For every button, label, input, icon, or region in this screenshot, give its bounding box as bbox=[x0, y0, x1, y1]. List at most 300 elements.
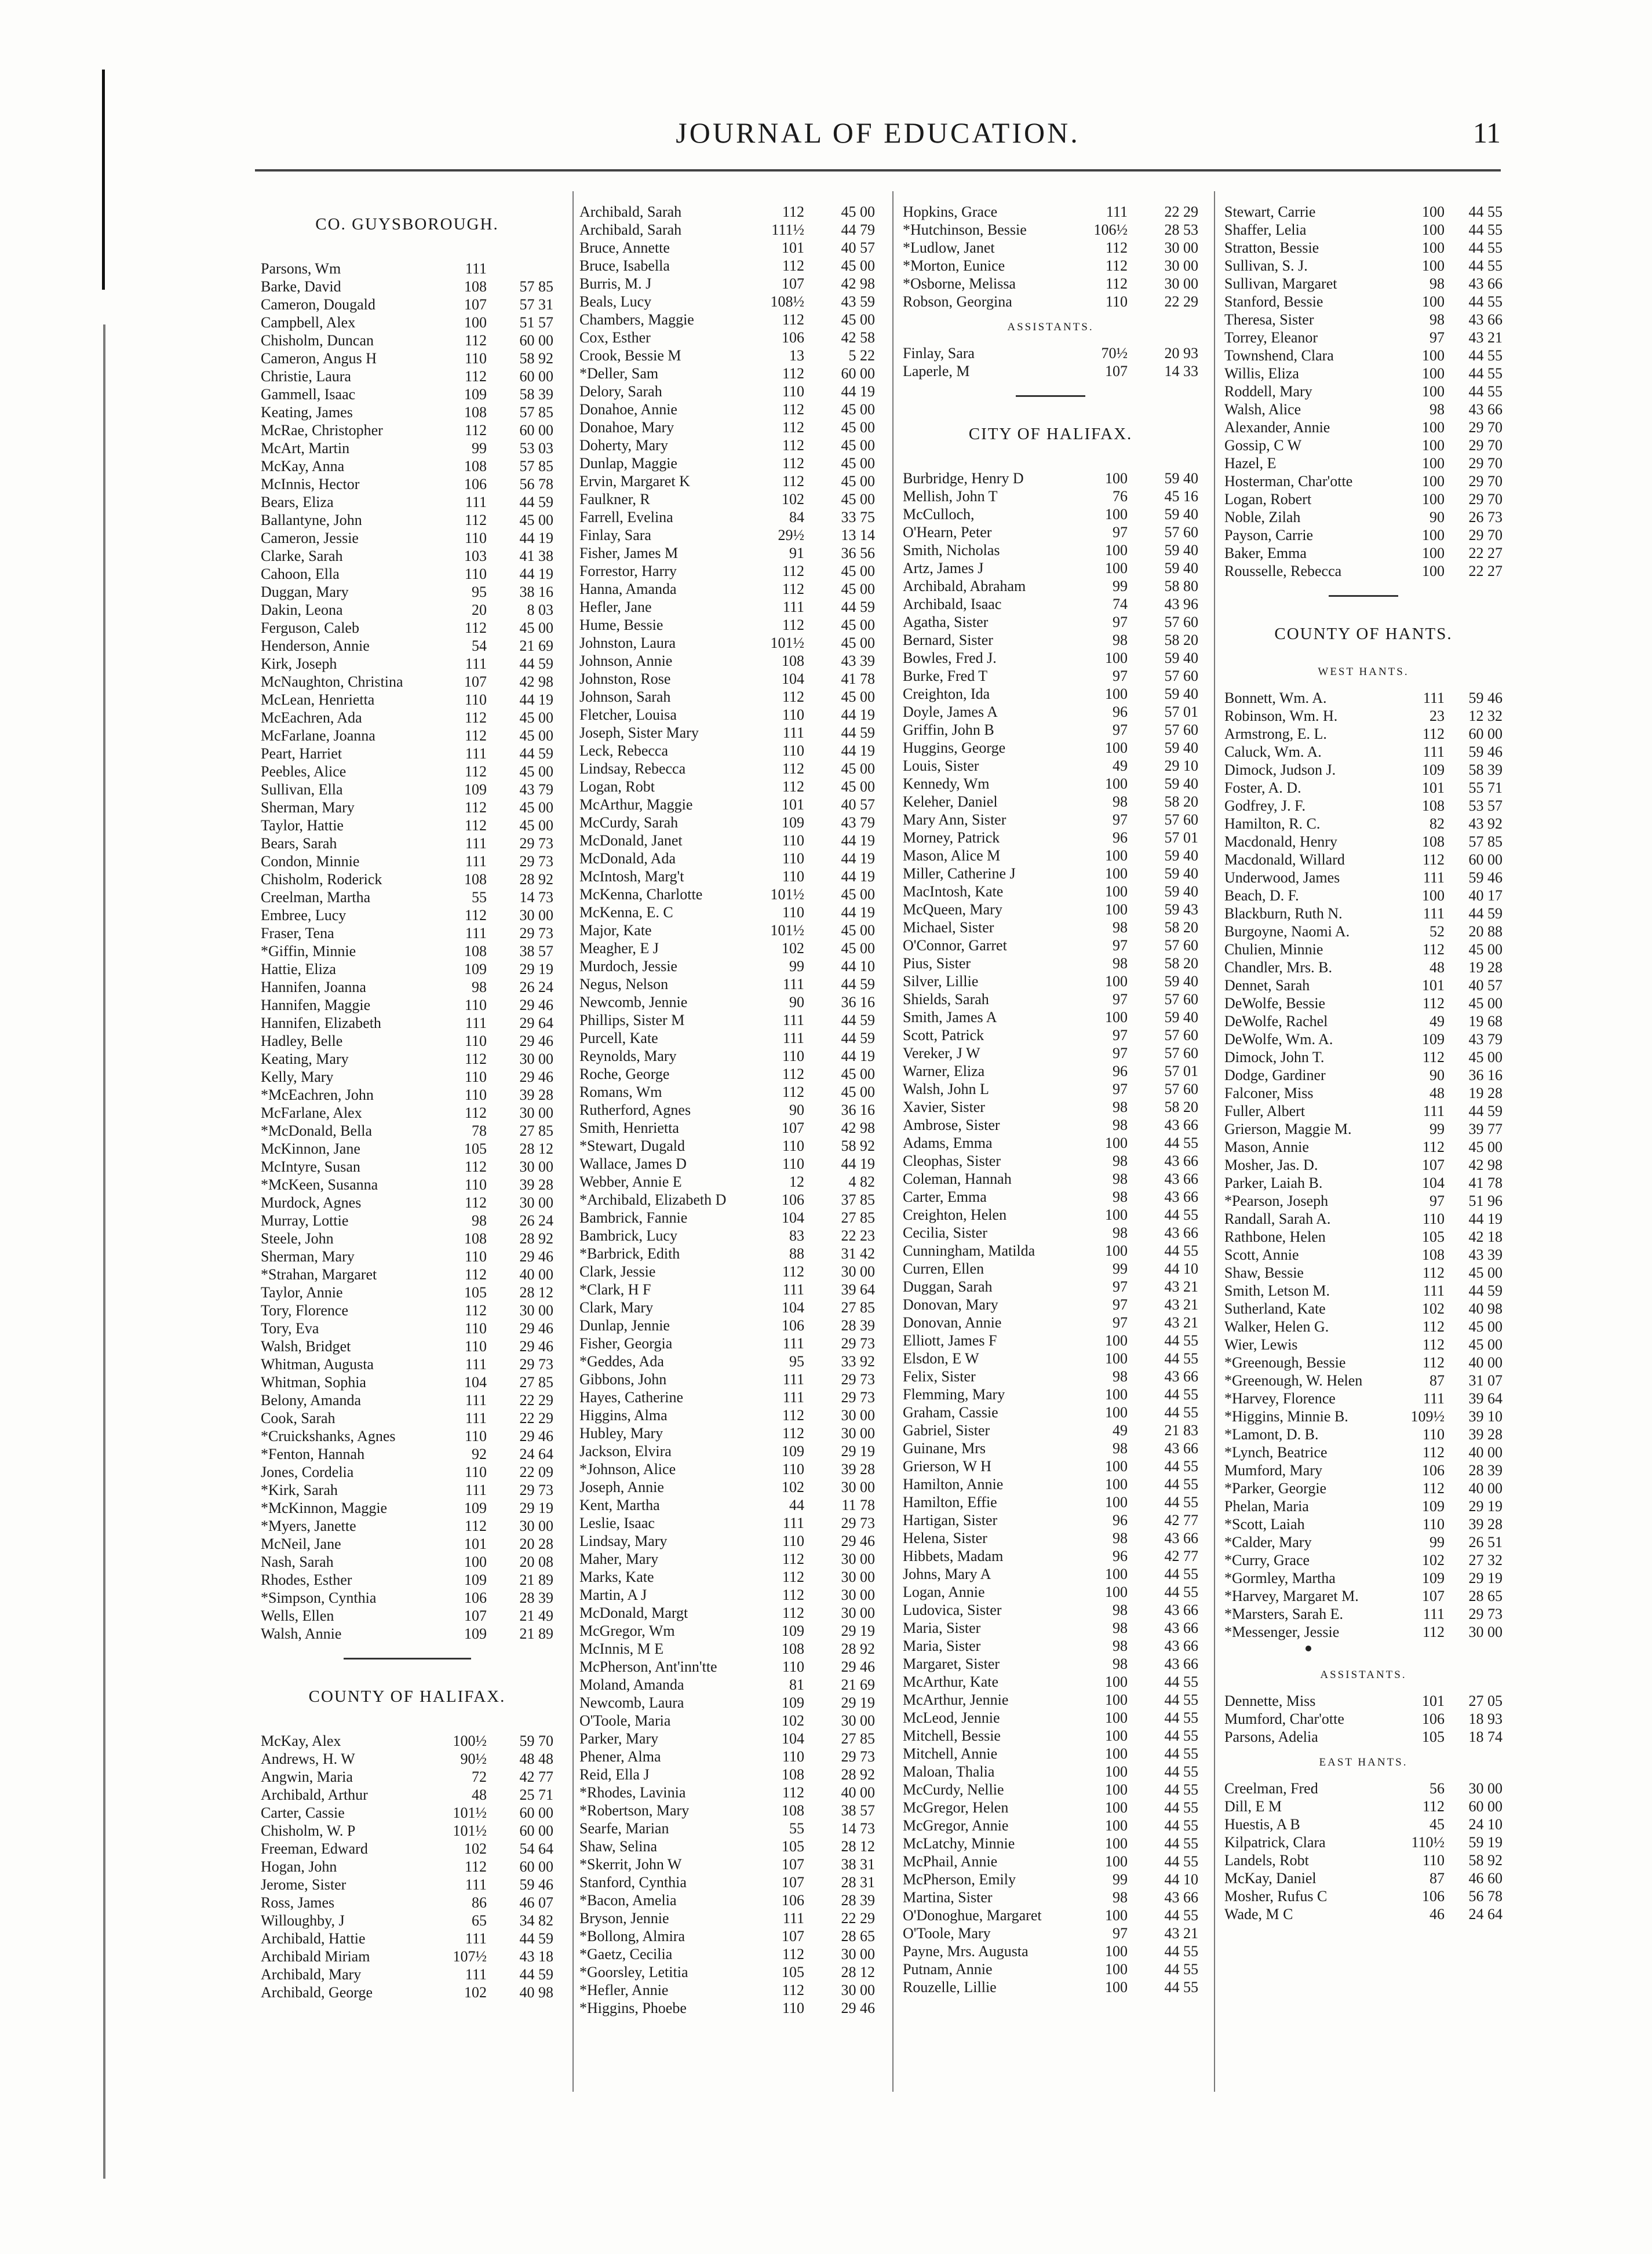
teacher-name: Belony, Amanda bbox=[261, 1392, 362, 1409]
table-row bbox=[1224, 544, 1503, 562]
days-taught: 110 bbox=[1422, 1426, 1445, 1443]
grant-amount: 41 78 bbox=[841, 670, 875, 687]
grant-amount: 44 55 bbox=[1164, 1691, 1198, 1708]
teacher-name: Elliott, James F bbox=[903, 1332, 997, 1349]
days-taught: 112 bbox=[782, 1407, 804, 1424]
table-row bbox=[261, 888, 553, 906]
table-row bbox=[903, 1583, 1198, 1601]
table-row bbox=[1224, 1887, 1503, 1905]
days-taught: 100 bbox=[1422, 455, 1445, 472]
grant-amount: 59 40 bbox=[1164, 973, 1198, 990]
teacher-name: Creighton, Ida bbox=[903, 685, 990, 702]
table-row bbox=[261, 1804, 553, 1822]
teacher-name: Burgoyne, Naomi A. bbox=[1224, 923, 1350, 940]
grant-amount: 45 00 bbox=[519, 817, 553, 834]
teacher-name: *Bollong, Almira bbox=[579, 1928, 685, 1945]
grant-amount: 44 55 bbox=[1164, 1206, 1198, 1223]
grant-amount: 43 39 bbox=[841, 652, 875, 669]
grant-amount: 44 59 bbox=[841, 599, 875, 615]
table-row bbox=[261, 1625, 553, 1643]
days-taught: 112 bbox=[1422, 941, 1445, 958]
table-row bbox=[1224, 1869, 1503, 1887]
grant-amount: 27 85 bbox=[519, 1122, 553, 1139]
table-row bbox=[261, 1553, 553, 1571]
grant-amount: 29 46 bbox=[519, 1338, 553, 1355]
margin-rule-mark bbox=[103, 324, 105, 2179]
grant-amount: 29 46 bbox=[519, 1033, 553, 1049]
days-taught: 100 bbox=[1105, 506, 1128, 523]
days-taught: 98 bbox=[1429, 275, 1445, 292]
grant-amount: 29 73 bbox=[841, 1389, 875, 1406]
table-row bbox=[261, 1158, 553, 1176]
teacher-name: Carter, Cassie bbox=[261, 1804, 345, 1821]
days-taught: 98 bbox=[1113, 1152, 1128, 1169]
section-heading: CO. GUYSBOROUGH. bbox=[315, 215, 499, 234]
teacher-name: McCurdy, Sarah bbox=[579, 814, 679, 831]
days-taught: 111 bbox=[465, 835, 487, 852]
teacher-name: Putnam, Annie bbox=[903, 1961, 993, 1978]
days-taught: 109 bbox=[464, 1500, 487, 1516]
days-taught: 107 bbox=[1422, 1588, 1445, 1604]
teacher-name: Freeman, Edward bbox=[261, 1840, 368, 1857]
grant-amount: 45 00 bbox=[519, 799, 553, 816]
grant-amount: 57 85 bbox=[519, 404, 553, 421]
table-row bbox=[903, 1116, 1198, 1134]
table-row bbox=[579, 1873, 875, 1891]
grant-amount: 45 00 bbox=[841, 886, 875, 903]
table-row bbox=[1224, 1174, 1503, 1192]
grant-amount: 40 57 bbox=[1468, 977, 1503, 994]
grant-amount: 59 46 bbox=[1468, 743, 1503, 760]
teacher-name: *Goorsley, Letitia bbox=[579, 1964, 688, 1981]
table-row bbox=[903, 721, 1198, 739]
teacher-name: Webber, Annie E bbox=[579, 1173, 682, 1190]
teacher-name: Clarke, Sarah bbox=[261, 548, 343, 564]
teacher-name: Logan, Robert bbox=[1224, 491, 1312, 508]
days-taught: 110 bbox=[782, 1748, 804, 1765]
days-taught: 98 bbox=[1429, 311, 1445, 328]
table-row bbox=[579, 1909, 875, 1927]
days-taught: 110 bbox=[1422, 1516, 1445, 1533]
table-row bbox=[261, 278, 553, 296]
table-row bbox=[261, 978, 553, 996]
teacher-name: Peart, Harriet bbox=[261, 745, 342, 762]
days-taught: 110 bbox=[464, 1068, 487, 1085]
teacher-name: *Geddes, Ada bbox=[579, 1353, 664, 1370]
section-heading: COUNTY OF HANTS. bbox=[1274, 625, 1453, 643]
grant-amount: 30 00 bbox=[841, 1263, 875, 1280]
teacher-name: Cameron, Jessie bbox=[261, 530, 359, 546]
grant-amount: 5 22 bbox=[848, 347, 875, 364]
table-row bbox=[579, 1047, 875, 1065]
table-row bbox=[579, 885, 875, 903]
grant-amount: 43 66 bbox=[1164, 1889, 1198, 1906]
table-row bbox=[903, 1098, 1198, 1116]
table-row bbox=[903, 631, 1198, 649]
days-taught: 104 bbox=[782, 1730, 804, 1747]
grant-amount: 43 66 bbox=[1468, 275, 1503, 292]
grant-amount: 45 00 bbox=[841, 634, 875, 651]
teacher-name: Griffin, John B bbox=[903, 721, 994, 738]
table-row bbox=[579, 1119, 875, 1137]
table-row bbox=[1224, 239, 1503, 257]
grant-amount: 44 19 bbox=[841, 868, 875, 885]
table-row bbox=[1224, 994, 1503, 1012]
days-taught: 23 bbox=[1429, 707, 1445, 724]
teacher-name: Ferguson, Caleb bbox=[261, 619, 359, 636]
days-taught: 101 bbox=[1422, 1693, 1445, 1709]
grant-amount: 28 92 bbox=[841, 1640, 875, 1657]
grant-amount: 29 19 bbox=[841, 1694, 875, 1711]
table-row bbox=[903, 882, 1198, 900]
teacher-name: Kent, Martha bbox=[579, 1497, 660, 1513]
teacher-name: Martina, Sister bbox=[903, 1889, 993, 1906]
days-taught: 100 bbox=[1105, 1494, 1128, 1511]
grant-amount: 11 78 bbox=[841, 1497, 875, 1513]
grant-amount: 44 10 bbox=[1164, 1260, 1198, 1277]
days-taught: 97 bbox=[1113, 1081, 1128, 1097]
grant-amount: 45 00 bbox=[841, 311, 875, 328]
grant-amount: 44 55 bbox=[1164, 1763, 1198, 1780]
days-taught: 112 bbox=[1422, 1624, 1445, 1640]
days-taught: 108 bbox=[464, 458, 487, 475]
teacher-name: Logan, Annie bbox=[903, 1584, 985, 1600]
table-row bbox=[579, 1442, 875, 1460]
grant-amount: 57 01 bbox=[1164, 829, 1198, 846]
days-taught: 101½ bbox=[453, 1804, 487, 1821]
grant-amount: 44 55 bbox=[1164, 1799, 1198, 1816]
teacher-name: Wallace, James D bbox=[579, 1155, 687, 1172]
teacher-name: Rouzelle, Lillie bbox=[903, 1979, 997, 1996]
table-row bbox=[261, 655, 553, 673]
table-row bbox=[1224, 1443, 1503, 1461]
grant-amount: 40 00 bbox=[841, 1784, 875, 1801]
days-taught: 112 bbox=[1105, 257, 1128, 274]
table-row bbox=[579, 418, 875, 436]
grant-amount: 59 40 bbox=[1164, 560, 1198, 577]
table-row bbox=[261, 727, 553, 745]
grant-amount: 44 19 bbox=[841, 1155, 875, 1172]
teacher-name: Stanford, Bessie bbox=[1224, 293, 1323, 310]
table-row bbox=[1224, 689, 1503, 707]
table-row bbox=[1224, 1728, 1503, 1746]
table-row bbox=[261, 798, 553, 816]
grant-amount: 45 16 bbox=[1164, 488, 1198, 505]
grant-amount: 29 70 bbox=[1468, 437, 1503, 454]
grant-amount: 29 73 bbox=[841, 1335, 875, 1352]
days-taught: 112 bbox=[1422, 1264, 1445, 1281]
grant-amount: 27 85 bbox=[519, 1374, 553, 1391]
table-row bbox=[261, 1732, 553, 1750]
teacher-name: McLean, Henrietta bbox=[261, 691, 375, 708]
teacher-name: Grierson, W H bbox=[903, 1458, 991, 1475]
days-taught: 108 bbox=[464, 871, 487, 888]
grant-amount: 44 19 bbox=[519, 691, 553, 708]
days-taught: 74 bbox=[1113, 596, 1128, 612]
grant-amount: 29 19 bbox=[519, 1500, 553, 1516]
days-taught: 112 bbox=[782, 563, 804, 579]
grant-amount: 19 28 bbox=[1468, 959, 1503, 976]
grant-amount: 28 39 bbox=[519, 1589, 553, 1606]
table-row bbox=[1224, 1264, 1503, 1282]
table-row bbox=[261, 1373, 553, 1391]
days-taught: 107 bbox=[782, 1928, 804, 1945]
table-row bbox=[903, 505, 1198, 523]
teacher-name: Archibald, Arthur bbox=[261, 1786, 368, 1803]
teacher-name: Tory, Eva bbox=[261, 1320, 319, 1337]
teacher-name: Reid, Ella J bbox=[579, 1766, 650, 1783]
table-row bbox=[1224, 1012, 1503, 1030]
days-taught: 110½ bbox=[1411, 1834, 1445, 1851]
table-row bbox=[579, 1388, 875, 1406]
grant-amount: 45 00 bbox=[519, 709, 553, 726]
teacher-name: *Barbrick, Edith bbox=[579, 1245, 680, 1262]
grant-amount: 29 10 bbox=[1164, 757, 1198, 774]
teacher-name: Parker, Laiah B. bbox=[1224, 1175, 1323, 1191]
table-row bbox=[1224, 1833, 1503, 1851]
table-row bbox=[579, 1406, 875, 1424]
teacher-name: Archibald, Hattie bbox=[261, 1930, 366, 1947]
teacher-name: Hogan, John bbox=[261, 1858, 337, 1875]
grant-amount: 43 66 bbox=[1164, 1620, 1198, 1636]
days-taught: 112 bbox=[464, 332, 487, 349]
grant-amount: 36 16 bbox=[841, 1102, 875, 1118]
grant-amount: 22 29 bbox=[1164, 293, 1198, 310]
grant-amount: 22 23 bbox=[841, 1227, 875, 1244]
table-row bbox=[579, 1352, 875, 1370]
teacher-name: Willoughby, J bbox=[261, 1912, 345, 1929]
table-row bbox=[261, 1194, 553, 1212]
grant-amount: 51 57 bbox=[519, 314, 553, 331]
teacher-name: Delory, Sarah bbox=[579, 383, 662, 400]
days-taught: 98 bbox=[1113, 632, 1128, 648]
grant-amount: 44 55 bbox=[1164, 1242, 1198, 1259]
teacher-name: McArthur, Maggie bbox=[579, 796, 693, 813]
teacher-name: Vereker, J W bbox=[903, 1045, 980, 1062]
table-row bbox=[261, 1409, 553, 1427]
days-taught: 105 bbox=[1422, 1228, 1445, 1245]
table-row bbox=[261, 1248, 553, 1265]
days-taught: 106 bbox=[782, 1191, 804, 1208]
table-row bbox=[579, 1137, 875, 1155]
days-taught: 112 bbox=[782, 311, 804, 328]
days-taught: 100 bbox=[1105, 1584, 1128, 1600]
teacher-name: McArthur, Kate bbox=[903, 1673, 999, 1690]
teacher-name: O'Toole, Mary bbox=[903, 1925, 991, 1942]
days-taught: 109 bbox=[1422, 761, 1445, 778]
days-taught: 90 bbox=[789, 1102, 804, 1118]
days-taught: 111 bbox=[465, 1015, 487, 1031]
table-row bbox=[261, 1607, 553, 1625]
teacher-name: Archibald Miriam bbox=[261, 1948, 370, 1965]
teacher-name: Fletcher, Louisa bbox=[579, 706, 677, 723]
teacher-name: McCulloch, bbox=[903, 506, 975, 523]
teacher-name: Hamilton, Annie bbox=[903, 1476, 1004, 1493]
teacher-name: *Ludlow, Janet bbox=[903, 239, 995, 256]
table-row bbox=[261, 1283, 553, 1301]
days-taught: 101½ bbox=[770, 922, 804, 939]
days-taught: 112 bbox=[1422, 995, 1445, 1012]
teacher-name: Hamilton, Effie bbox=[903, 1494, 997, 1511]
days-taught: 111 bbox=[1423, 1103, 1445, 1119]
days-taught: 112 bbox=[782, 1551, 804, 1567]
table-row bbox=[903, 1188, 1198, 1206]
days-taught: 112 bbox=[782, 365, 804, 382]
teacher-name: Phillips, Sister M bbox=[579, 1012, 685, 1028]
teacher-name: Johnston, Laura bbox=[579, 634, 676, 651]
table-row bbox=[261, 1212, 553, 1230]
days-taught: 97 bbox=[1113, 1278, 1128, 1295]
teacher-name: Mary Ann, Sister bbox=[903, 811, 1006, 828]
grant-amount: 39 64 bbox=[1468, 1390, 1503, 1407]
grant-amount: 58 92 bbox=[1468, 1852, 1503, 1869]
teacher-name: McIntosh, Marg't bbox=[579, 868, 684, 885]
days-taught: 100 bbox=[1422, 383, 1445, 400]
grant-amount: 29 73 bbox=[519, 1482, 553, 1498]
margin-rule-mark bbox=[102, 70, 105, 290]
grant-amount: 24 64 bbox=[1468, 1906, 1503, 1923]
days-taught: 100 bbox=[1105, 685, 1128, 702]
table-row bbox=[261, 1319, 553, 1337]
table-row bbox=[579, 1748, 875, 1766]
days-taught: 110 bbox=[464, 566, 487, 582]
teacher-name: Tory, Florence bbox=[261, 1302, 348, 1319]
teacher-name: *Rhodes, Lavinia bbox=[579, 1784, 686, 1801]
days-taught: 106 bbox=[464, 1589, 487, 1606]
days-taught: 112 bbox=[1422, 1798, 1445, 1815]
table-row bbox=[903, 1655, 1198, 1673]
days-taught: 100 bbox=[1105, 1817, 1128, 1834]
table-row bbox=[261, 1032, 553, 1050]
table-row bbox=[1224, 1623, 1503, 1641]
grant-amount: 40 00 bbox=[519, 1266, 553, 1283]
grant-amount: 59 40 bbox=[1164, 650, 1198, 666]
days-taught: 107 bbox=[1105, 363, 1128, 380]
days-taught: 100 bbox=[1105, 1691, 1128, 1708]
teacher-name: Fuller, Albert bbox=[1224, 1103, 1305, 1119]
table-row bbox=[261, 852, 553, 870]
teacher-name: *Marsters, Sarah E. bbox=[1224, 1606, 1344, 1622]
grant-amount: 39 64 bbox=[841, 1281, 875, 1298]
grant-amount: 57 01 bbox=[1164, 703, 1198, 720]
grant-amount: 26 73 bbox=[1468, 509, 1503, 526]
table-row bbox=[261, 1965, 553, 1983]
grant-amount: 57 60 bbox=[1164, 524, 1198, 541]
days-taught: 54 bbox=[472, 637, 487, 654]
teacher-name: Willis, Eliza bbox=[1224, 365, 1299, 382]
table-row bbox=[903, 1314, 1198, 1332]
days-taught: 112 bbox=[782, 1586, 804, 1603]
grant-amount: 58 20 bbox=[1164, 632, 1198, 648]
table-row bbox=[261, 1589, 553, 1607]
grant-amount: 30 00 bbox=[1164, 275, 1198, 292]
grant-amount: 21 69 bbox=[519, 637, 553, 654]
grant-amount: 44 55 bbox=[1468, 347, 1503, 364]
days-taught: 100 bbox=[464, 314, 487, 331]
table-row bbox=[261, 745, 553, 763]
table-row bbox=[903, 1044, 1198, 1062]
grant-amount: 28 39 bbox=[1468, 1462, 1503, 1479]
table-row bbox=[903, 1745, 1198, 1763]
table-row bbox=[579, 293, 875, 311]
teacher-name: Hosterman, Char'otte bbox=[1224, 473, 1353, 490]
days-taught: 100 bbox=[1105, 739, 1128, 756]
days-taught: 100½ bbox=[453, 1733, 487, 1749]
table-row bbox=[1224, 725, 1503, 743]
grant-amount: 28 92 bbox=[519, 1230, 553, 1247]
table-row bbox=[903, 847, 1198, 865]
table-row bbox=[903, 1332, 1198, 1350]
grant-amount: 43 66 bbox=[1164, 1637, 1198, 1654]
days-taught: 100 bbox=[1105, 847, 1128, 864]
days-taught: 112 bbox=[782, 1982, 804, 1998]
table-row bbox=[579, 1999, 875, 2017]
teacher-name: Martin, A J bbox=[579, 1586, 647, 1603]
teacher-name: Gossip, C W bbox=[1224, 437, 1302, 454]
days-taught: 105 bbox=[464, 1140, 487, 1157]
grant-amount: 57 85 bbox=[519, 278, 553, 295]
grant-amount: 44 59 bbox=[841, 1030, 875, 1046]
teacher-name: Mosher, Rufus C bbox=[1224, 1888, 1328, 1905]
teacher-name: Nash, Sarah bbox=[261, 1553, 334, 1570]
grant-amount: 29 73 bbox=[519, 925, 553, 942]
grant-amount: 28 65 bbox=[1468, 1588, 1503, 1604]
grant-amount: 56 78 bbox=[519, 476, 553, 493]
grant-amount: 44 55 bbox=[1164, 1584, 1198, 1600]
teacher-name: *Robertson, Mary bbox=[579, 1802, 690, 1819]
teacher-name: McGregor, Wm bbox=[579, 1622, 675, 1639]
table-row bbox=[261, 493, 553, 511]
days-taught: 109 bbox=[464, 1571, 487, 1588]
teacher-name: Scott, Patrick bbox=[903, 1027, 984, 1044]
teacher-name: Dunlap, Jennie bbox=[579, 1317, 670, 1334]
table-row bbox=[903, 362, 1198, 380]
days-taught: 98 bbox=[1429, 401, 1445, 418]
teacher-name: Smith, Henrietta bbox=[579, 1119, 679, 1136]
table-row bbox=[261, 403, 553, 421]
grant-amount: 39 10 bbox=[1468, 1408, 1503, 1425]
grant-amount: 27 85 bbox=[841, 1730, 875, 1747]
days-taught: 83 bbox=[789, 1227, 804, 1244]
teacher-name: Shields, Sarah bbox=[903, 991, 989, 1008]
grant-amount: 45 00 bbox=[1468, 1139, 1503, 1155]
grant-amount: 33 75 bbox=[841, 509, 875, 526]
grant-amount: 43 79 bbox=[519, 781, 553, 798]
teacher-name: DeWolfe, Wm. A. bbox=[1224, 1031, 1333, 1048]
days-taught: 98 bbox=[1113, 1530, 1128, 1547]
table-row bbox=[579, 760, 875, 778]
table-row bbox=[261, 1571, 553, 1589]
teacher-name: Purcell, Kate bbox=[579, 1030, 658, 1046]
days-taught: 112 bbox=[782, 1066, 804, 1082]
table-row bbox=[903, 1403, 1198, 1421]
days-taught: 108 bbox=[464, 278, 487, 295]
teacher-name: Hadley, Belle bbox=[261, 1033, 343, 1049]
teacher-name: Jackson, Elvira bbox=[579, 1443, 672, 1460]
teacher-name: *Hutchinson, Bessie bbox=[903, 221, 1027, 238]
table-row bbox=[261, 1463, 553, 1481]
teacher-name: Major, Kate bbox=[579, 922, 652, 939]
table-row bbox=[903, 1026, 1198, 1044]
table-row bbox=[903, 1673, 1198, 1691]
grant-amount: 44 55 bbox=[1468, 221, 1503, 238]
teacher-name: Condon, Minnie bbox=[261, 853, 360, 870]
table-row bbox=[579, 1514, 875, 1532]
table-row bbox=[579, 1658, 875, 1676]
teacher-name: Sullivan, S. J. bbox=[1224, 257, 1308, 274]
days-taught: 109 bbox=[464, 386, 487, 403]
grant-amount: 60 00 bbox=[519, 332, 553, 349]
